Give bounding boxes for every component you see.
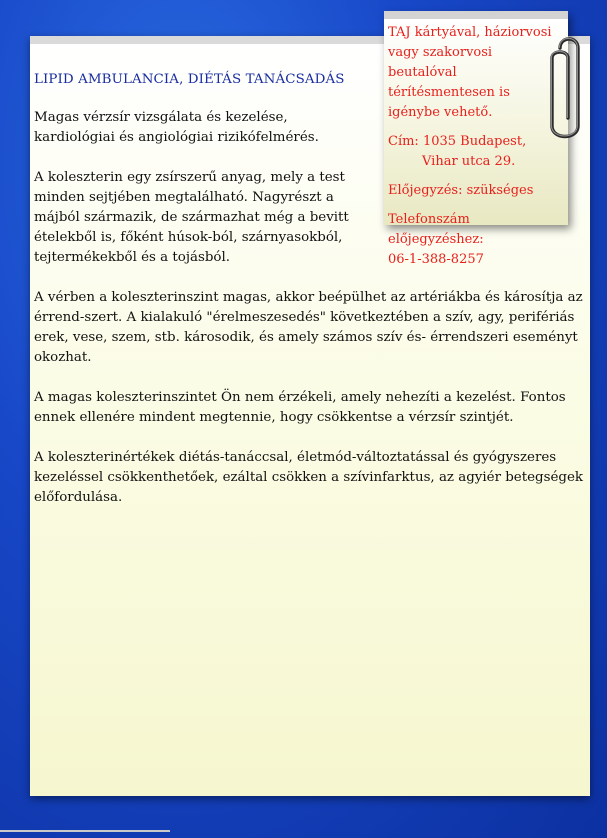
paragraph-risk: A vérben a koleszterinszint magas, akkor beépülhet az artériákba és károsítja az érrend-szert. A kialakuló "érelmeszesedés" következtében a szív, agy, perifériás erek, vese, szem, stb. károsodik, és amely számos szív és- érrendszeri eseményt okozhat. [34,290,583,365]
phone-label: Telefonszám előjegyzéshez: [388,212,484,247]
address-line-1: Cím: 1035 Budapest, [388,134,527,149]
phone-number: 06-1-388-8257 [388,252,484,267]
note-booking: Előjegyzés: szükséges [388,183,534,198]
note-address [388,132,562,172]
page-title: LIPID AMBULANCIA, DIÉTÁS TANÁCSADÁS [34,72,345,87]
paragraph-cholesterol: A koleszterin egy zsírszerű anyag, mely a test minden sejtjében megtalálható. Nagyrészt a májból származik, de származhat még a bevitt ételekből is, főként húsok-ból, szárnyasokból, tejtermékekből és a tojásból. [34,170,349,265]
note-phone [388,210,562,270]
paragraph-treatment: A koleszterinértékek diétás-tanáccsal, életmód-változtatással és gyógyszeres kezeléssel csökkenthetőek, ezáltal csökken a szívinfarktus, az agyiér betegségek előfordulása. [34,450,584,505]
address-line-2: Vihar utca 29. [422,154,516,169]
note-taj: TAJ kártyával, háziorvosi vagy szakorvosi beutalóval térítésmentesen is igénybe vehető. [388,25,552,120]
paragraph-intro: Magas vérzsír vizsgálata és kezelése, kardiológiai és angiológiai rizikófelmérés. [34,110,319,145]
paperclip-icon [538,30,588,150]
divider [0,830,170,832]
paragraph-symptoms: A magas koleszterinszintet Ön nem érzékeli, amely nehezíti a kezelést. Fontos ennek ellenére mindent megtennie, hogy csökkentse a vérzsír szintjét. [34,390,566,425]
